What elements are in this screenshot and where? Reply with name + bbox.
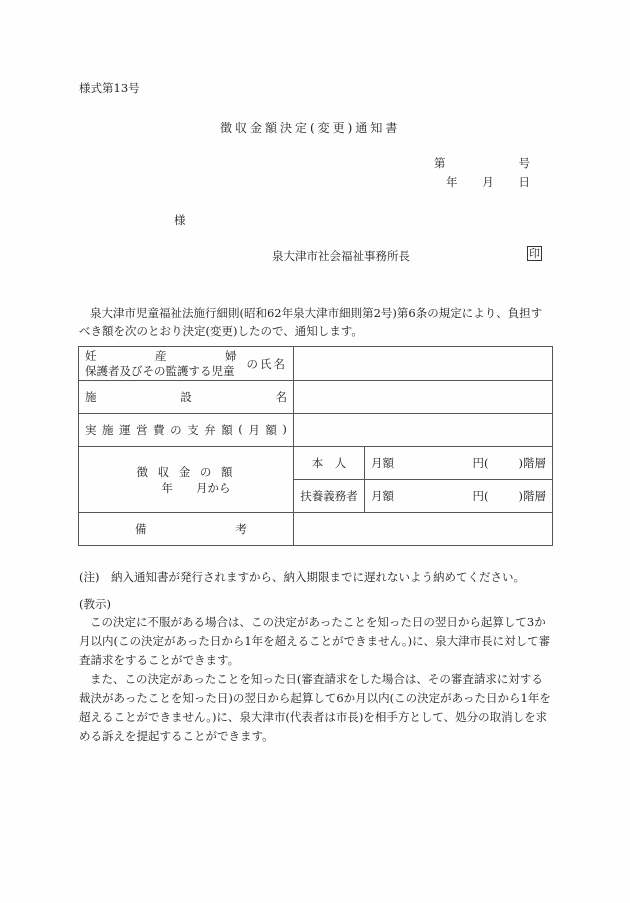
label-remarks — [79, 513, 294, 546]
instruction-text — [79, 613, 553, 746]
instruction-paragraph: また、この決定があったことを知った日(審査請求をした場合は、その審査請求に対する裁決があったことを知った日)の翌日から起算して6か月以内(この決定があった日から1年を超えることができません。)に、泉大津市(代表者は市長)を相手方として、処分の取消しを求める訴えを提起することができます。 — [79, 672, 551, 743]
yen-label: 円( — [472, 456, 489, 470]
doc-number-prefix: 第 — [434, 156, 446, 170]
label-char: 婦 — [225, 348, 237, 363]
label-char: 施 — [85, 390, 97, 404]
monthly-label: 月額 — [371, 456, 394, 470]
table-row-remarks — [79, 513, 553, 546]
label-operating-cost — [79, 414, 294, 447]
document-number — [434, 155, 530, 171]
instruction-paragraph: この決定に不服がある場合は、この決定があったことを知った日の翌日から起算して3か月以内(この決定があった日から1年を超えることができません。)に、泉大津市長に対して審査請求をすることができます。 — [79, 615, 551, 667]
payer-supporter: 扶養義務者 — [294, 480, 365, 513]
value-remarks[interactable] — [294, 513, 553, 546]
label-char: の — [170, 423, 182, 437]
label-facility — [79, 381, 294, 414]
label-char: 妊 — [85, 348, 97, 363]
label-char: 運 — [119, 423, 131, 437]
table-row-operating-cost — [79, 414, 553, 447]
table-row-self — [79, 447, 553, 480]
form-number: 様式第13号 — [79, 81, 140, 95]
label-char: ( — [238, 422, 243, 436]
label-name — [79, 347, 294, 381]
instruction-heading: (教示) — [79, 597, 111, 611]
addressee-suffix: 様 — [174, 213, 186, 227]
yen-label: 円( — [472, 489, 489, 503]
label-char: 考 — [235, 522, 247, 536]
date-year: 年 — [446, 175, 458, 189]
value-operating-cost[interactable] — [294, 414, 553, 447]
label-char: 実 — [85, 423, 97, 437]
label-char: 備 — [135, 522, 147, 536]
label-char: 支 — [187, 423, 199, 437]
table-row-name — [79, 347, 553, 381]
seal-mark: 印 — [529, 247, 540, 260]
body-paragraph: 泉大津市児童福祉法施行細則(昭和62年泉大津市細則第2号)第6条の規定により、負担すべき額を次のとおり決定(変更)したので、通知します。 — [79, 306, 543, 338]
label-char: 産 — [155, 348, 167, 363]
label-char: 設 — [180, 390, 192, 404]
label-char: 名 — [275, 390, 287, 404]
payment-note: (注) 納入通知書が発行されますから、納入期限までに遅れないよう納めてください。 — [79, 570, 525, 584]
tier-label: )階層 — [518, 456, 546, 470]
issuer-name: 泉大津市社会福祉事務所長 — [272, 249, 410, 263]
table-row-facility — [79, 381, 553, 414]
date-day: 日 — [518, 175, 530, 189]
date-month: 月 — [482, 175, 494, 189]
value-name[interactable] — [294, 347, 553, 381]
doc-number-suffix: 号 — [518, 156, 530, 170]
document-title: 徴収金額決定(変更)通知書 — [220, 121, 401, 135]
label-char: 額 — [221, 423, 233, 437]
label-char: 施 — [102, 423, 114, 437]
payer-self: 本 人 — [294, 447, 365, 480]
value-facility[interactable] — [294, 381, 553, 414]
label-collection-line1: 徴 収 金 の 額 — [136, 464, 236, 479]
monthly-label: 月額 — [371, 489, 394, 503]
tier-label: )階層 — [518, 489, 546, 503]
amount-supporter[interactable] — [365, 480, 553, 513]
label-char: ) — [282, 422, 287, 436]
label-name-suffix: の氏名 — [246, 356, 287, 371]
label-char: 費 — [153, 423, 165, 437]
assessment-table — [78, 346, 553, 546]
label-char: 月 — [248, 423, 260, 437]
amount-self[interactable] — [365, 447, 553, 480]
label-collection-from: 年 月から — [161, 480, 231, 495]
issue-date — [446, 174, 530, 190]
label-char: 額 — [265, 423, 277, 437]
label-guardian: 保護者及びその監護する児童 — [85, 363, 235, 378]
label-char: 弁 — [204, 423, 216, 437]
label-char: 営 — [136, 423, 148, 437]
label-collection-amount — [79, 447, 294, 513]
